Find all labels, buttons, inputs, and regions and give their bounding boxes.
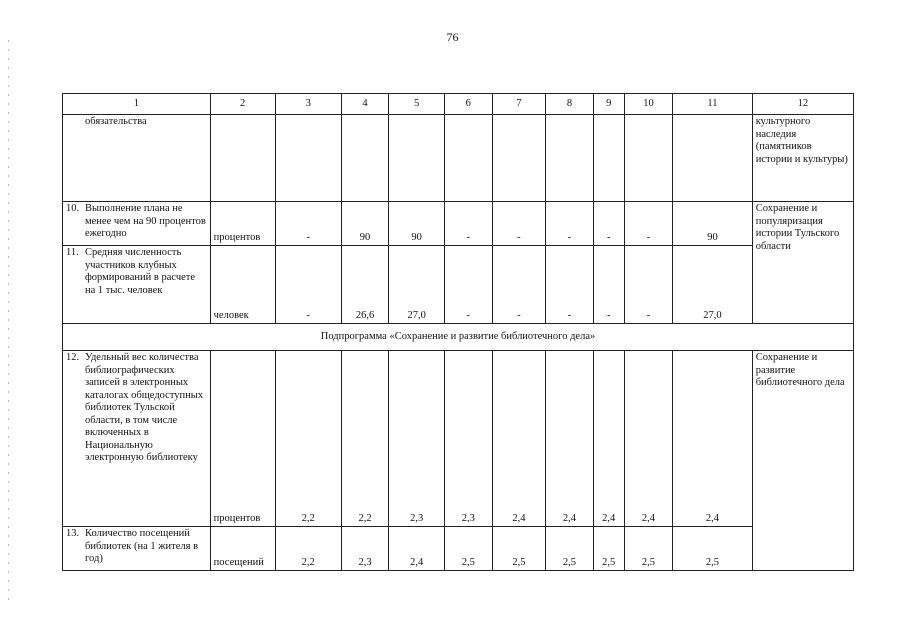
header-cell: 2 [210, 94, 275, 115]
value-cell: 27,0 [389, 246, 445, 324]
header-cell: 8 [546, 94, 594, 115]
value-cell: - [275, 202, 341, 246]
value-cell: 2,5 [593, 527, 624, 571]
value-cell: - [492, 202, 546, 246]
value-cell: 2,3 [445, 351, 493, 527]
page-number: 76 [446, 30, 459, 44]
value-cell: 2,5 [624, 527, 673, 571]
value-cell: 2,2 [341, 351, 389, 527]
goal-cell: Сохранение и развитие библиотечного дела [752, 351, 853, 571]
value-cell: 26,6 [341, 246, 389, 324]
value-cell: 2,5 [546, 527, 594, 571]
unit-cell: процентов [210, 351, 275, 527]
goal-cell: Сохранение и популяризация истории Тульского области [752, 202, 853, 324]
indicator-cell [63, 351, 211, 527]
header-row [63, 94, 854, 115]
indicator-number: 10. [66, 203, 80, 214]
table-row-11 [63, 246, 854, 324]
indicator-cell [63, 527, 211, 571]
table-row-12 [63, 351, 854, 527]
value-cell: - [593, 202, 624, 246]
indicator-name: Количество посещений библиотек (на 1 жителя в год) [85, 528, 199, 564]
indicator-number: 12. [66, 352, 80, 363]
header-cell: 12 [752, 94, 853, 115]
subprogram-row [63, 324, 854, 351]
table-row-continuation [63, 115, 854, 202]
header-cell: 7 [492, 94, 546, 115]
indicator-name: обязательства [63, 115, 211, 202]
value-cell: 2,5 [492, 527, 546, 571]
header-cell: 5 [389, 94, 445, 115]
value-cell: 2,3 [341, 527, 389, 571]
value-cell: 27,0 [673, 246, 753, 324]
header-cell: 11 [673, 94, 753, 115]
indicator-name: Выполнение плана не менее чем на 90 процентов ежегодно [85, 203, 206, 239]
value-cell: 2,5 [445, 527, 493, 571]
value-cell: - [593, 246, 624, 324]
header-cell: 6 [445, 94, 493, 115]
value-cell: - [624, 246, 673, 324]
value-cell: 2,4 [492, 351, 546, 527]
value-cell: 2,3 [389, 351, 445, 527]
indicator-cell [63, 246, 211, 324]
value-cell: 90 [673, 202, 753, 246]
indicators-table [62, 93, 854, 571]
value-cell: - [546, 202, 594, 246]
unit-cell: человек [210, 246, 275, 324]
value-cell: 2,2 [275, 527, 341, 571]
value-cell: 2,4 [673, 351, 753, 527]
unit-cell: процентов [210, 202, 275, 246]
value-cell: 2,4 [389, 527, 445, 571]
value-cell: 2,5 [673, 527, 753, 571]
indicator-cell [63, 202, 211, 246]
unit-cell: посещений [210, 527, 275, 571]
indicator-name: Удельный вес количества библиографических записей в электронных каталогах общедоступных библиотек Тульской области, в том числе включенных в Национальную электронную библиотеку [85, 352, 204, 463]
value-cell: 90 [389, 202, 445, 246]
value-cell: - [275, 246, 341, 324]
value-cell: 2,4 [593, 351, 624, 527]
value-cell: 90 [341, 202, 389, 246]
header-cell: 3 [275, 94, 341, 115]
scan-margin-marks [8, 40, 9, 600]
indicator-name: Средняя численность участников клубных формирований в расчете на 1 тыс. человек [85, 247, 196, 296]
indicator-number: 13. [66, 528, 80, 539]
value-cell: 2,4 [546, 351, 594, 527]
header-cell: 10 [624, 94, 673, 115]
header-cell: 4 [341, 94, 389, 115]
subprogram-title: Подпрограмма «Сохранение и развитие библиотечного дела» [63, 324, 854, 351]
value-cell: - [492, 246, 546, 324]
header-cell: 1 [63, 94, 211, 115]
value-cell: - [445, 246, 493, 324]
table-row-10 [63, 202, 854, 246]
value-cell: - [546, 246, 594, 324]
indicator-number: 11. [66, 247, 79, 258]
value-cell: 2,2 [275, 351, 341, 527]
value-cell: 2,4 [624, 351, 673, 527]
value-cell: - [624, 202, 673, 246]
table-row-13 [63, 527, 854, 571]
header-cell: 9 [593, 94, 624, 115]
goal-cell: культурного наследия (памятников истории и культуры) [752, 115, 853, 202]
value-cell: - [445, 202, 493, 246]
